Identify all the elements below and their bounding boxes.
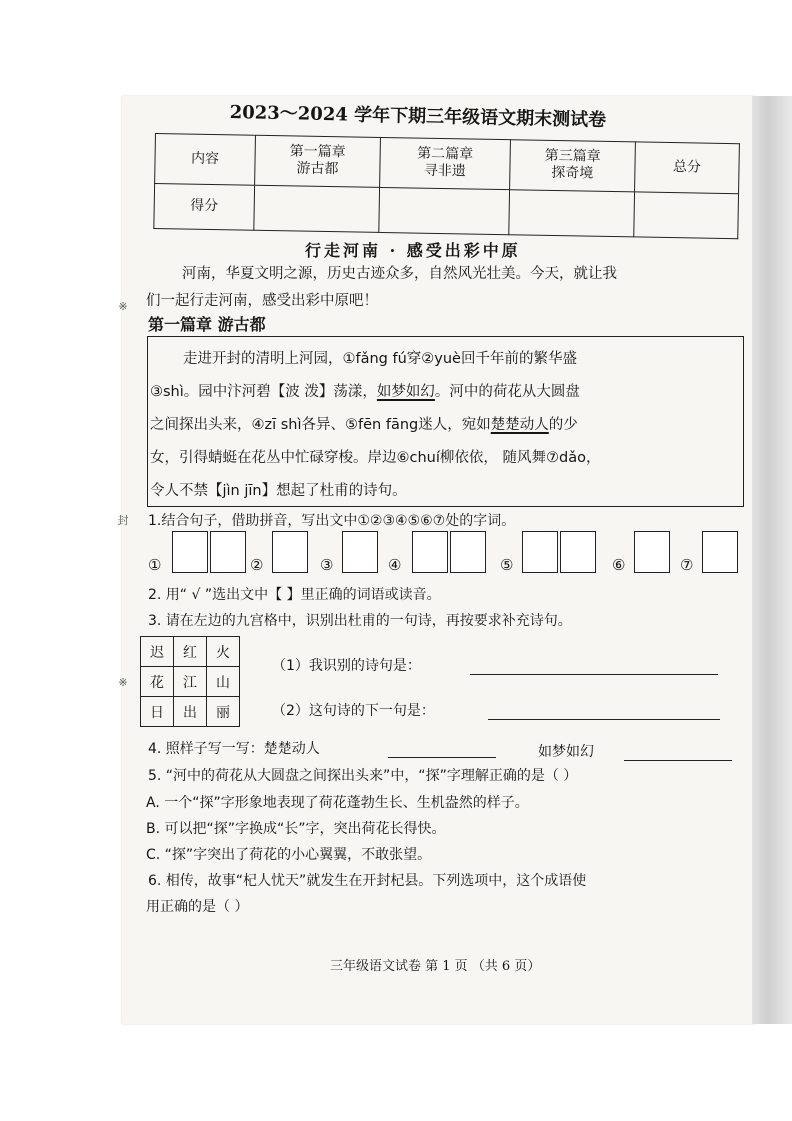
grid-cell[interactable]: 丽: [207, 697, 240, 727]
answer-line[interactable]: [624, 760, 732, 761]
intro-line-2: 们一起行走河南，感受出彩中原吧！: [146, 293, 378, 309]
grid-cell[interactable]: 出: [174, 697, 207, 727]
answer-group-6: ⑥: [612, 531, 678, 576]
passage-line-2: ③shì。园中汴河碧【波 泼】荡漾，如梦如幻。河中的荷花从大圆盘: [150, 384, 580, 400]
underlined-phrase: 楚楚动人: [490, 417, 549, 433]
binding-mark: 封: [117, 514, 129, 527]
answer-box[interactable]: [702, 531, 738, 573]
question-3-sub-1: （1）我识别的诗句是：: [272, 658, 421, 674]
intro-line-1: 河南，华夏文明之源，历史古迹众多，自然风光壮美。今天，就让我: [182, 266, 617, 282]
score-cell[interactable]: [254, 185, 380, 233]
score-cell[interactable]: [509, 189, 635, 237]
exam-title: 2023～2024 学年下期三年级语文期末测试卷: [229, 101, 607, 131]
nine-grid: [140, 636, 240, 727]
answer-group-4: ④: [388, 531, 492, 576]
answer-line[interactable]: [488, 719, 720, 720]
answer-box[interactable]: [342, 531, 378, 573]
question-4: 4. 照样子写一写：楚楚动人: [148, 741, 320, 757]
passage-line-4: 女，引得蜻蜓在花丛中忙碌穿梭。岸边⑥chuí柳依依， 随风舞⑦dǎo，: [150, 450, 601, 466]
score-header-content: 内容: [155, 134, 256, 185]
score-header-chapter1: 第一篇章 游古都: [255, 135, 381, 187]
answer-group-5: ⑤: [500, 531, 604, 576]
grid-cell[interactable]: 日: [141, 697, 174, 727]
answer-box[interactable]: [272, 531, 308, 573]
grid-cell[interactable]: 火: [207, 637, 240, 667]
answer-box[interactable]: [210, 531, 246, 573]
question-5-option-b: B. 可以把“探”字换成“长”字，突出荷花长得快。: [146, 821, 446, 837]
page-footer: 三年级语文试卷 第 1 页 （共 6 页）: [330, 959, 541, 974]
answer-line[interactable]: [470, 674, 718, 675]
question-5-option-a: A. 一个“探”字形象地表现了荷花蓬勃生长、生机盎然的样子。: [146, 795, 529, 811]
answer-group-1: ①: [148, 531, 252, 576]
binding-mark: ※: [118, 676, 128, 689]
question-2: 2. 用“ √ ”选出文中【 】里正确的词语或读音。: [148, 587, 441, 603]
score-cell[interactable]: [379, 187, 510, 235]
answer-group-3: ③: [320, 531, 386, 576]
answer-box[interactable]: [412, 531, 448, 573]
score-row-label: 得分: [154, 183, 255, 230]
underlined-phrase: 如梦如幻: [376, 384, 435, 400]
answer-group-2: ②: [250, 531, 316, 576]
question-6-line-2: 用正确的是（ ）: [146, 899, 249, 915]
answer-line[interactable]: [388, 757, 496, 758]
answer-group-7: ⑦: [680, 531, 740, 576]
chapter-1-heading: 第一篇章 游古都: [148, 315, 266, 334]
score-header-chapter3: 第三篇章 探奇境: [510, 140, 636, 192]
passage-line-5: 令人不禁【jìn jīn】想起了杜甫的诗句。: [150, 483, 407, 499]
passage-line-1: 走进开封的清明上河园，①fǎng fú穿②yuè回千年前的繁华盛: [183, 351, 577, 367]
page-edge-shadow: [752, 96, 792, 1024]
section-title: 行走河南 · 感受出彩中原: [305, 241, 521, 260]
answer-box[interactable]: [522, 531, 558, 573]
question-4-example: 如梦如幻: [538, 744, 594, 760]
question-1: 1.结合句子，借助拼音，写出文中①②③④⑤⑥⑦处的字词。: [148, 513, 516, 529]
answer-box[interactable]: [560, 531, 596, 573]
question-3: 3. 请在左边的九宫格中，识别出杜甫的一句诗，再按要求补充诗句。: [148, 613, 572, 629]
answer-box[interactable]: [634, 531, 670, 573]
score-cell[interactable]: [634, 191, 739, 238]
grid-cell[interactable]: 花: [141, 667, 174, 697]
score-header-total: 总分: [635, 142, 740, 193]
passage-line-3: 之间探出头来，④zī shì各异、⑤fēn fāng迷人，宛如楚楚动人的少: [150, 417, 578, 433]
grid-cell[interactable]: 江: [174, 667, 207, 697]
binding-mark: ※: [118, 300, 128, 313]
question-5-option-c: C. “探”字突出了荷花的小心翼翼，不敢张望。: [146, 847, 432, 863]
answer-box[interactable]: [450, 531, 486, 573]
question-6: 6. 相传，故事“杞人忧天”就发生在开封杞县。下列选项中，这个成语使: [148, 873, 587, 889]
grid-cell[interactable]: 山: [207, 667, 240, 697]
answer-box[interactable]: [172, 531, 208, 573]
question-5: 5. “河中的荷花从大圆盘之间探出头来”中，“探”字理解正确的是（ ）: [148, 768, 578, 784]
score-header-chapter2: 第二篇章 寻非遗: [380, 137, 511, 189]
question-3-sub-2: （2）这句诗的下一句是：: [272, 703, 435, 719]
grid-cell[interactable]: 迟: [141, 637, 174, 667]
grid-cell[interactable]: 红: [174, 637, 207, 667]
score-table: [153, 133, 740, 239]
